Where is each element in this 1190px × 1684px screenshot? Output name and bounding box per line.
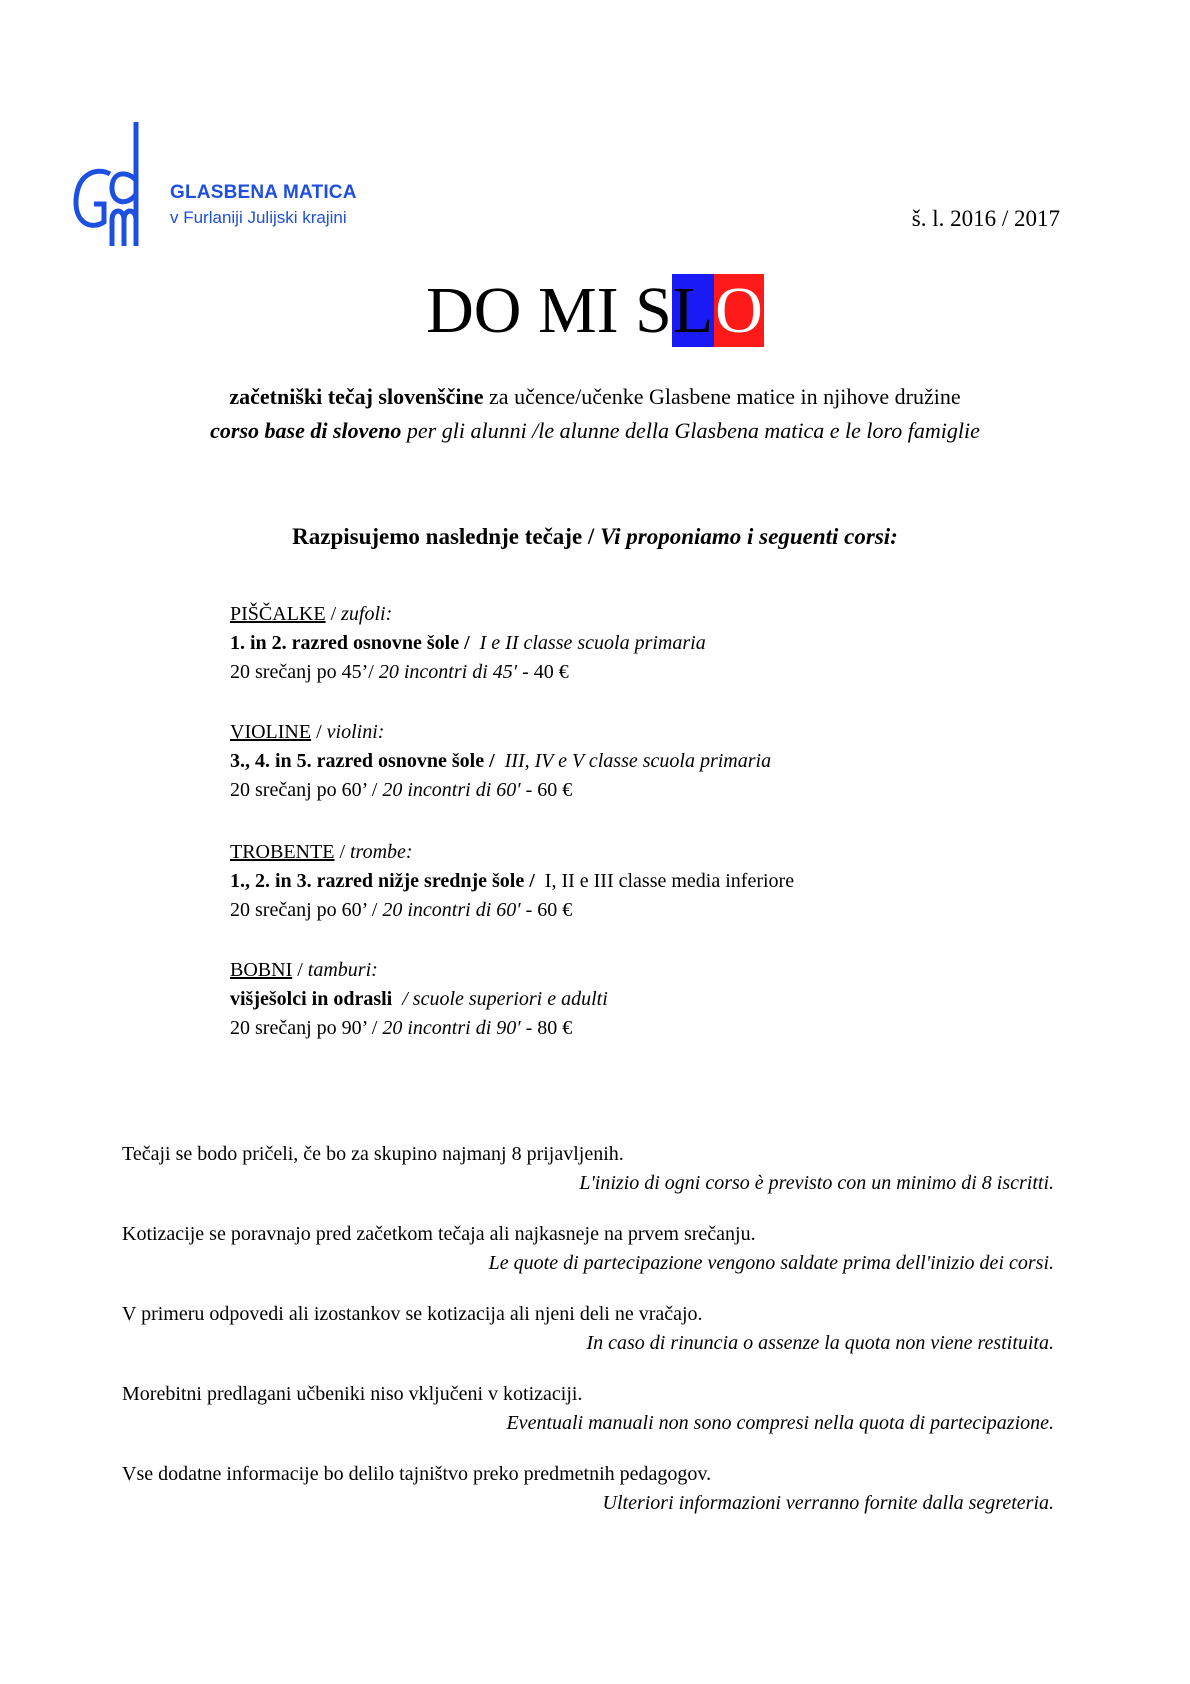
course-name-it: zufoli: bbox=[341, 603, 393, 625]
subtitle bbox=[0, 380, 1190, 448]
school-year: š. l. 2016 / 2017 bbox=[911, 206, 1060, 231]
gm-logo-icon bbox=[70, 122, 170, 262]
note-italian: Eventuali manuali non sono compresi nella quota di partecipazione. bbox=[506, 1412, 1054, 1434]
course-sessions-it: 20 incontri di 45′ bbox=[378, 661, 518, 683]
glasbena-matica-logo bbox=[70, 122, 370, 262]
note-slovene: Vse dodatne informacije bo delilo tajništvo preko predmetnih pedagogov. bbox=[122, 1463, 712, 1485]
course-grade: 1., 2. in 3. razred nižje srednje šole / bbox=[230, 870, 535, 892]
title-text: DO MI S bbox=[426, 274, 672, 347]
course-grade: višješolci in odrasli bbox=[230, 988, 393, 1010]
course-grade: 3., 4. in 5. razred osnovne šole / bbox=[230, 750, 495, 772]
note-slovene: Morebitni predlagani učbeniki niso vključeni v kotizaciji. bbox=[122, 1383, 583, 1405]
course-grade: 1. in 2. razred osnovne šole / bbox=[230, 632, 470, 654]
course-block: TROBENTE / trombe: 1., 2. in 3. razred nižje srednje šole / I, II e III classe media inferiore 20 srečanj po 60’ / 20 incontri di 60′ - 60 € bbox=[230, 841, 795, 921]
logo-title: GLASBENA MATICA bbox=[170, 182, 357, 203]
course-block: VIOLINE / violini: 3., 4. in 5. razred osnovne šole / III, IV e V classe scuola primaria 20 srečanj po 60’ / 20 incontri di 60′ - 60 € bbox=[230, 721, 772, 801]
note bbox=[122, 1380, 1054, 1438]
title-letter-o: O bbox=[715, 274, 763, 347]
course-name-it: violini: bbox=[326, 721, 385, 743]
note bbox=[122, 1460, 1054, 1518]
note-slovene: Kotizacije se poravnajo pred začetkom tečaja ali najkasneje na prvem srečanju. bbox=[122, 1223, 756, 1245]
course-grade-it: III, IV e V classe scuola primaria bbox=[504, 750, 772, 772]
course-price: - 80 € bbox=[525, 1017, 573, 1039]
course-sessions: 20 srečanj po 60’ / bbox=[230, 779, 378, 801]
note-italian: In caso di rinuncia o assenze la quota non viene restituita. bbox=[586, 1332, 1054, 1354]
course-name: VIOLINE bbox=[230, 721, 312, 743]
course-grade-it: / scuole superiori e adulti bbox=[402, 988, 608, 1010]
page-title bbox=[0, 272, 1190, 350]
course-block: BOBNI / tamburi: višješolci in odrasli / scuole superiori e adulti 20 srečanj po 90’ / 20 incontri di 90′ - 80 € bbox=[230, 959, 608, 1039]
logo-subtitle: v Furlaniji Julijski krajini bbox=[170, 208, 347, 227]
courses-heading: Razpisujemo naslednje tečaje / Vi proponiamo i seguenti corsi: bbox=[292, 524, 898, 549]
course-sessions-it: 20 incontri di 90′ bbox=[382, 1017, 521, 1039]
course-name: BOBNI bbox=[230, 959, 293, 981]
title-letter-l: L bbox=[672, 274, 714, 347]
course-name: TROBENTE bbox=[230, 841, 335, 863]
course-price: - 40 € bbox=[522, 661, 569, 683]
course-block: PIŠČALKE / zufoli: 1. in 2. razred osnovne šole / I e II classe scuola primaria 20 srečanj po 45’/ 20 incontri di 45′ - 40 € bbox=[230, 603, 706, 683]
course-sessions-it: 20 incontri di 60′ bbox=[382, 779, 521, 801]
course-sessions-it: 20 incontri di 60′ bbox=[382, 899, 521, 921]
subtitle-italian: corso base di sloveno per gli alunni /le alunne della Glasbena matica e le loro famiglie bbox=[210, 418, 980, 443]
course-grade-it: I, II e III classe media inferiore bbox=[544, 870, 795, 892]
subtitle-slovene: začetniški tečaj slovenščine za učence/učenke Glasbene matice in njihove družine bbox=[229, 384, 961, 409]
note bbox=[122, 1220, 1054, 1278]
course-price: - 60 € bbox=[525, 779, 573, 801]
note-italian: L'inizio di ogni corso è previsto con un minimo di 8 iscritti. bbox=[579, 1172, 1054, 1194]
note-italian: Le quote di partecipazione vengono saldate prima dell'inizio dei corsi. bbox=[488, 1252, 1054, 1274]
course-sessions: 20 srečanj po 45’/ bbox=[230, 661, 374, 683]
note bbox=[122, 1140, 1054, 1198]
course-grade-it: I e II classe scuola primaria bbox=[479, 632, 706, 654]
note-italian: Ulteriori informazioni verranno fornite dalla segreteria. bbox=[602, 1492, 1054, 1514]
note-slovene: Tečaji se bodo pričeli, če bo za skupino najmanj 8 prijavljenih. bbox=[122, 1143, 624, 1165]
course-name: PIŠČALKE bbox=[230, 603, 326, 625]
note-slovene: V primeru odpovedi ali izostankov se kotizacija ali njeni deli ne vračajo. bbox=[122, 1303, 703, 1325]
note bbox=[122, 1300, 1054, 1358]
course-price: - 60 € bbox=[525, 899, 573, 921]
course-sessions: 20 srečanj po 90’ / bbox=[230, 1017, 378, 1039]
course-name-it: tamburi: bbox=[307, 959, 378, 981]
course-sessions: 20 srečanj po 60’ / bbox=[230, 899, 378, 921]
course-name-it: trombe: bbox=[350, 841, 413, 863]
